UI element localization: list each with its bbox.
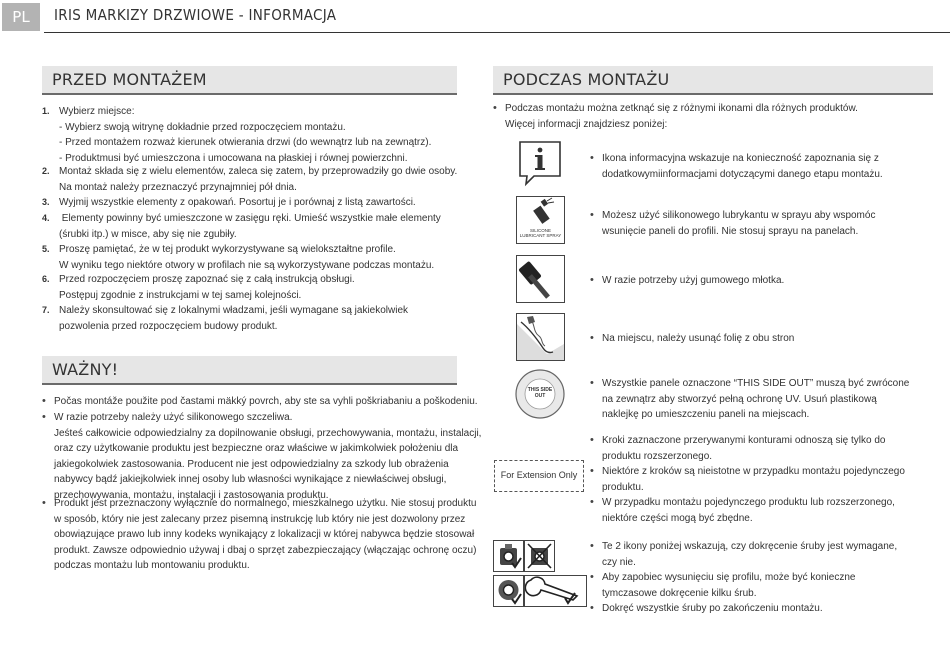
screw-tighten-not-required-icon: [524, 540, 555, 572]
silicone-spray-description: • Możesz użyć silikonowego lubrykantu w sprayu aby wspomóc wsunięcie paneli do profili. Nie stosuj sprayu na panelach.: [602, 208, 875, 239]
important-bullet-3: • Produkt jest przeznaczony wyłącznie do normalnego, mieszkalnego użytku. Nie stosuj produktu w sposób, który nie jest zalecany przez pisemną instrukcję lub który nie jest dozwolony przez obowiązujące prawo lub inny kodeks wynikający z lokalizacji w której nabywca będzie stosował produkt. Zawsze odpowiednio używaj i dbaj o sprzęt zabezpieczający (włączając ochronę oczu) podczas montażu lub montowaniu produktu.: [54, 496, 476, 574]
peel-foil-description: • Na miejscu, należy usunąć folię z obu stron: [602, 331, 794, 347]
list-item-1: 1. Wybierz miejsce: - Wybierz swoją witrynę dokładnie przed rozpoczęciem montażu. - Przed montażem rozważ kierunek otwierania drzwi (do wewnątrz lub na zewnątrz). - Produktmusi być umieszczona i umocowana na płaskiej i równej powierzchni.: [42, 106, 432, 164]
screw-tighten-required-icon: [493, 540, 524, 572]
important-bullet-1: • Počas montáže použite pod častami mäkký povrch, aby ste sa vyhli poškriabaniu a poškodeniu.: [54, 394, 478, 410]
list-item-5: 5. Proszę pamiętać, że w tej produkt wykorzystywane są wielokształtne profile. W wyniku tego niektóre otwory w profilach nie są wykorzystywane podczas montażu.: [42, 244, 435, 271]
list-item-3: 3. Wyjmij wszystkie elementy z opakowań. Posortuj je i porównaj z listą zawartości.: [42, 197, 416, 208]
section-header-during: [493, 66, 933, 95]
language-badge: PL: [2, 3, 40, 31]
screw-bullet-3: • Dokręć wszystkie śruby po zakończeniu montażu.: [602, 601, 897, 617]
screw-bullets: [602, 539, 897, 617]
section-title-before: PRZED MONTAŻEM: [52, 70, 207, 89]
important-bullet-2: • W razie potrzeby należy użyć silikonowego szczeliwa. Jeśteś całkowicie odpowiedzialny za dopilnowanie obsługi, przechowywania, montażu, instalacji, oraz czy użytkowanie produktu jest bezpieczne oraz właściwe w jakimkolwiek położeniu dla jakiegokolwiek zastosowania. Producent nie jest odpowiedzialny za szkody lub obrażenia nabywcy bądź jakiejkolwiek innej osoby lub własności wynikające z niewłaściwej obsługi, przechowywania, montażu, instalacji i zastosowania produktu.: [54, 410, 481, 503]
list-item-6: 6. Przed rozpoczęciem proszę zapoznać się z całą instrukcją obsługi. Postępuj zgodnie z instrukcjami w tej samej kolejności.: [42, 274, 355, 301]
this-side-out-icon: THIS SIDE OUT: [514, 368, 566, 420]
extension-bullet-3: • W przypadku montażu pojedynczego produktu lub rozszerzonego, niektóre części mogą być zbędne.: [602, 495, 905, 526]
wrench-icon: [524, 575, 587, 607]
extension-bullet-2: • Niektóre z kroków są nieistotne w przypadku montażu pojedynczego produktu.: [602, 464, 905, 495]
screw-socket-icon: [493, 575, 524, 607]
extension-only-label: For Extension Only: [494, 460, 584, 492]
list-item-7: 7. Należy skonsultować się z lokalnymi władzami, jeśli wymagane są jakiekolwiek pozwolenia przed rozpoczęciem budowy produkt.: [42, 305, 409, 332]
during-intro: • Podczas montażu można zetknąć się z różnymi ikonami dla różnych produktów. Więcej informacji znajdziesz poniżej:: [505, 101, 858, 132]
this-side-out-description: • Wszystkie panele oznaczone “THIS SIDE OUT” muszą być zwrócone na zewnątrz aby stworzyć pełną ochronę UV. Usuń plastikową naklejkę po umieszczeniu paneli na miejscach.: [602, 376, 909, 423]
list-item-2: 2. Montaż składa się z wielu elementów, zaleca się zatem, by przeprowadziły go dwie osoby. Na montaż należy przeznaczyć przynajmniej pół dnia.: [42, 166, 458, 193]
peel-foil-icon: [516, 313, 565, 361]
section-header-important: [42, 356, 457, 385]
info-icon: [516, 138, 564, 184]
rubber-mallet-description: • W razie potrzeby użyj gumowego młotka.: [602, 273, 784, 289]
extension-bullet-1: • Kroki zaznaczone przerywanymi konturami odnoszą się tylko do produktu rozszerzonego.: [602, 433, 905, 464]
silicone-spray-icon: SILICONE LUBRICANT SPRAY: [516, 196, 565, 244]
extension-bullets: [602, 433, 905, 526]
document-title: IRIS MARKIZY DRZWIOWE - INFORMACJA: [54, 6, 337, 24]
section-title-during: PODCZAS MONTAŻU: [503, 70, 670, 89]
list-item-4: 4. Elementy powinny być umieszczone w zasięgu ręki. Umieść wszystkie małe elementy (śrubki itp.) w misce, aby się nie zgubiły.: [42, 213, 441, 240]
screw-bullet-2: • Aby zapobiec wysunięciu się profilu, może być konieczne tymczasowe dokręcenie kilku śrub.: [602, 570, 897, 601]
rubber-mallet-icon: [516, 255, 565, 303]
section-title-important: WAŻNY!: [52, 360, 119, 379]
screw-bullet-1: • Te 2 ikony poniżej wskazują, czy dokręcenie śruby jest wymagane, czy nie.: [602, 539, 897, 570]
section-header-before: [42, 66, 457, 95]
info-icon-description: • Ikona informacyjna wskazuje na konieczność zapoznania się z dodatkowymiinformacjami dotyczącymi danego etapu montażu.: [602, 151, 883, 182]
header-divider: [44, 32, 950, 33]
